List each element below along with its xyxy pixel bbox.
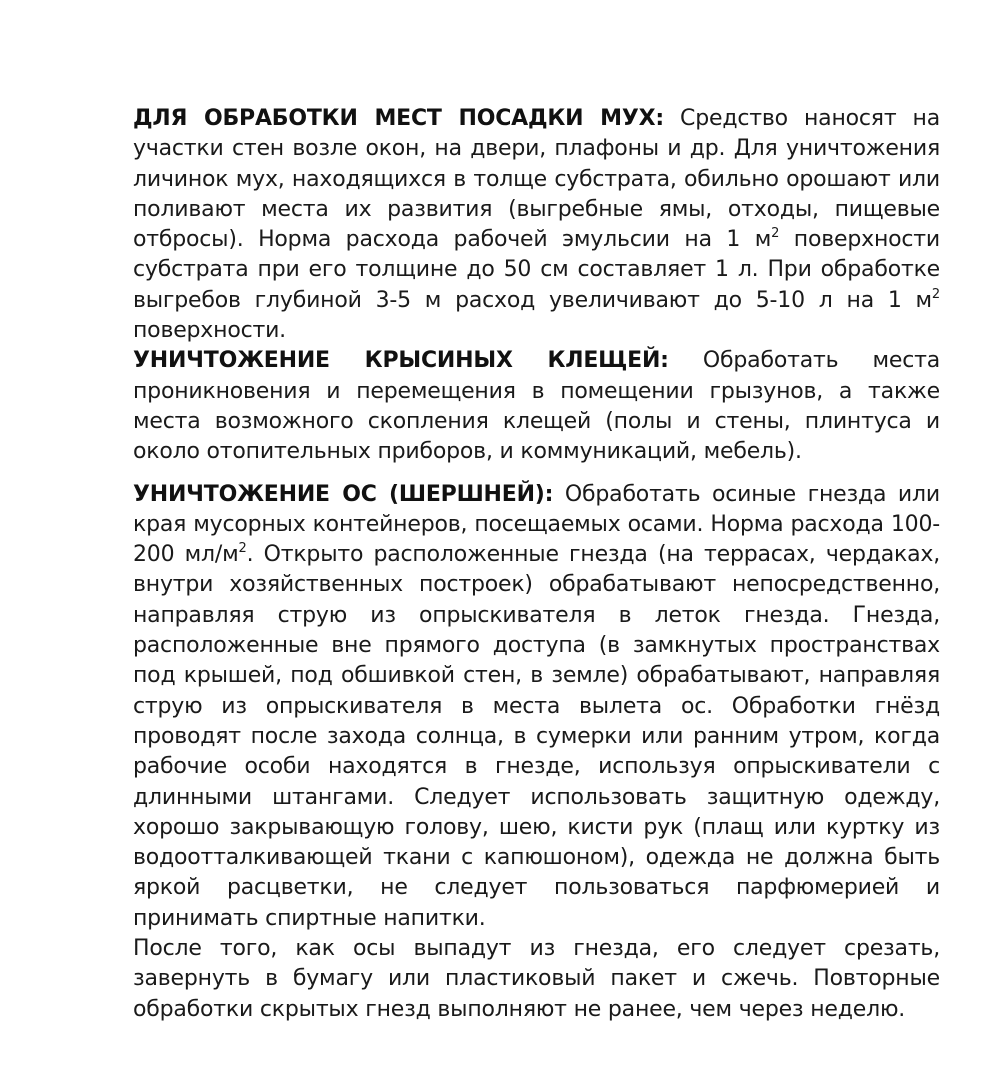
paragraph-flies [133, 104, 940, 346]
superscript: 2 [238, 541, 247, 557]
paragraph-text: Обработать места проникновения и перемещения в помещении грызунов, а также места возможного скопления клещей (полы и стены, плинтуса и около отопительных приборов, и коммуникаций, мебель). [133, 348, 941, 465]
heading-flies: ДЛЯ ОБРАБОТКИ МЕСТ ПОСАДКИ МУХ: [133, 106, 664, 131]
paragraph-text: поверхности. [133, 318, 286, 344]
paragraph-text: Средство наносят на участки стен возле окон, на двери, плафоны и др. Для уничтожения личинок мух, находящихся в толще субстрата, обильно орошают или поливают места их развития (выгребные ямы, отходы, пищевые отбросы). Норма расхода рабочей эмульсии на 1 м [133, 106, 940, 253]
heading-wasps: УНИЧТОЖЕНИЕ ОС (ШЕРШНЕЙ): [133, 481, 554, 507]
document-page [133, 104, 940, 1025]
heading-rat-mites: УНИЧТОЖЕНИЕ КРЫСИНЫХ КЛЕЩЕЙ: [133, 348, 669, 374]
paragraph-wasps [133, 480, 940, 934]
superscript: 2 [931, 286, 940, 302]
paragraph-text: . Открыто расположенные гнезда (на террасах, чердаках, внутри хозяйственных построек) обрабатывают непосредственно, направляя струю из опрыскивателя в леток гнезда. Гнезда, расположенные вне прямого доступа (в замкнутых пространствах под крышей, под обшивкой стен, в земле) обрабатывают, направляя струю из опрыскивателя в места вылета ос. Обработки гнёзд проводят после захода солнца, в сумерки или ранним утром, когда рабочие особи находятся в гнезде, используя опрыскиватели с длинными штангами. Следует использовать защитную одежду, хорошо закрывающую голову, шею, кисти рук (плащ или куртку из водоотталкивающей ткани с капюшоном), одежда не должна быть яркой расцветки, не следует пользоваться парфюмерией и принимать спиртные напитки. [133, 542, 940, 931]
superscript: 2 [771, 226, 780, 242]
paragraph-text: После того, как осы выпадут из гнезда, его следует срезать, завернуть в бумагу или пластиковый пакет и сжечь. Повторные обработки скрытых гнезд выполняют не ранее, чем через неделю. [133, 936, 940, 1022]
paragraph-after [133, 934, 940, 1025]
paragraph-rat-mites [133, 346, 940, 467]
paragraph-text: поверхности субстрата при его толщине до 50 см составляет 1 л. При обработке выгребов глубиной 3-5 м расход увеличивают до 5-10 л на 1 м [133, 227, 940, 313]
paragraph-text: Обработать осиные гнезда или края мусорных контейнеров, посещаемых осами. Норма расхода 100-200 мл/м [133, 481, 940, 568]
